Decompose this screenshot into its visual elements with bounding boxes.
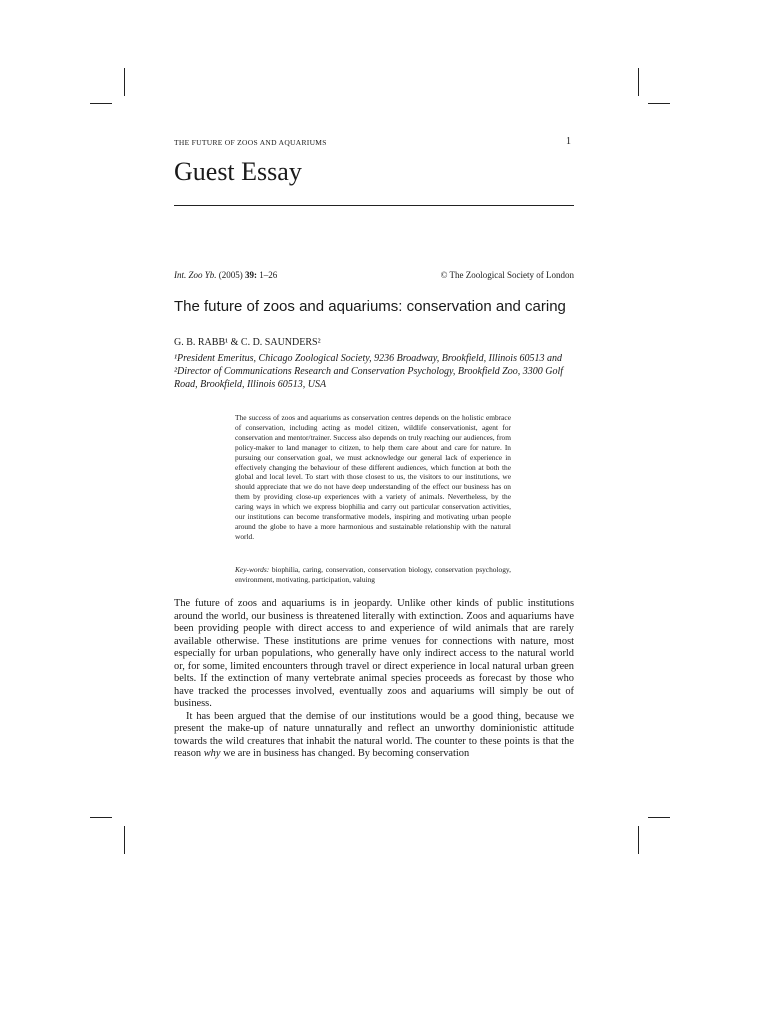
crop-mark-top-left-h bbox=[90, 103, 112, 104]
abstract: The success of zoos and aquariums as conservation centres depends on the holistic embrace of conservation, including acting as model citizen, wildlife conservationist, agent for conservation and mentor/trainer. Success also depends on truly reaching our audiences, from policy-maker to land manager to citizen, to help them care about and care for nature. In pursuing our conservation goal, we must acknowledge our general lack of experience in effectively changing the behaviour of these different audiences, which function at both the global and local level. To start with those closest to us, the visitors to our institutions, we should appreciate that we do not have deep understanding of the effect our business has on them by providing close-up experiences with a variety of animals. Nevertheless, by the caring ways in which we express biophilia and carry out particular conservation activities, our institutions can become transformative models, inspiring and motivating urban people around the globe to have a more harmonious and sustainable relationship with the natural world. bbox=[235, 413, 511, 541]
crop-mark-bottom-right-v bbox=[638, 826, 639, 854]
affiliations: ¹President Emeritus, Chicago Zoological Society, 9236 Broadway, Brookfield, Illinois 60513 and ²Director of Communications Research and Conservation Psychology, Brookfield Zoo, 3300 Golf Road, Brookfield, Illinois 60513, USA bbox=[174, 353, 564, 390]
crop-mark-bottom-left-h bbox=[90, 817, 112, 818]
keywords bbox=[235, 565, 511, 585]
page-number: 1 bbox=[566, 136, 571, 147]
crop-mark-bottom-left-v bbox=[124, 826, 125, 854]
crop-mark-top-right-v bbox=[638, 68, 639, 96]
crop-mark-bottom-right-h bbox=[648, 817, 670, 818]
authors: G. B. RABB¹ & C. D. SAUNDERS² bbox=[174, 337, 321, 348]
paragraph-1: The future of zoos and aquariums is in jeopardy. Unlike other kinds of public institutions around the world, our business is threatened literally with extinction. Zoos and aquariums have been providing people with direct access to and experience of wild animals that are rarely available otherwise. These institutions are prime venues for connections with nature, most especially for urban populations, who generally have only indirect access to the natural world or, for some, limited encounters through travel or direct experience in local natural urban green belts. If the extinction of many vertebrate animal species proceeds as forecast by those who have tracked the processes involved, eventually zoos and aquariums will simply be out of business. bbox=[174, 598, 574, 709]
citation-line bbox=[174, 270, 574, 280]
crop-mark-top-left-v bbox=[124, 68, 125, 96]
crop-mark-top-right-h bbox=[648, 103, 670, 104]
running-head: THE FUTURE OF ZOOS AND AQUARIUMS bbox=[174, 138, 327, 147]
body-text bbox=[174, 598, 574, 761]
section-title: Guest Essay bbox=[174, 157, 302, 186]
paragraph-2: It has been argued that the demise of our institutions would be a good thing, because we present the make-up of nature unnaturally and reflect an unworthy dominionistic attitude towards the wild creatures that inhabit the natural world. The counter to these points is that the reason why we are in business has changed. By becoming conservation bbox=[174, 710, 574, 759]
keywords-list: biophilia, caring, conservation, conservation biology, conservation psychology, environment, motivating, participation, valuing bbox=[235, 565, 511, 584]
article-title: The future of zoos and aquariums: conservation and caring bbox=[174, 298, 566, 315]
keywords-label: Key-words: bbox=[235, 565, 270, 574]
copyright-notice: © The Zoological Society of London bbox=[440, 270, 574, 280]
title-rule bbox=[174, 205, 574, 206]
citation-journal: Int. Zoo Yb. (2005) 39: 1–26 bbox=[174, 270, 278, 280]
